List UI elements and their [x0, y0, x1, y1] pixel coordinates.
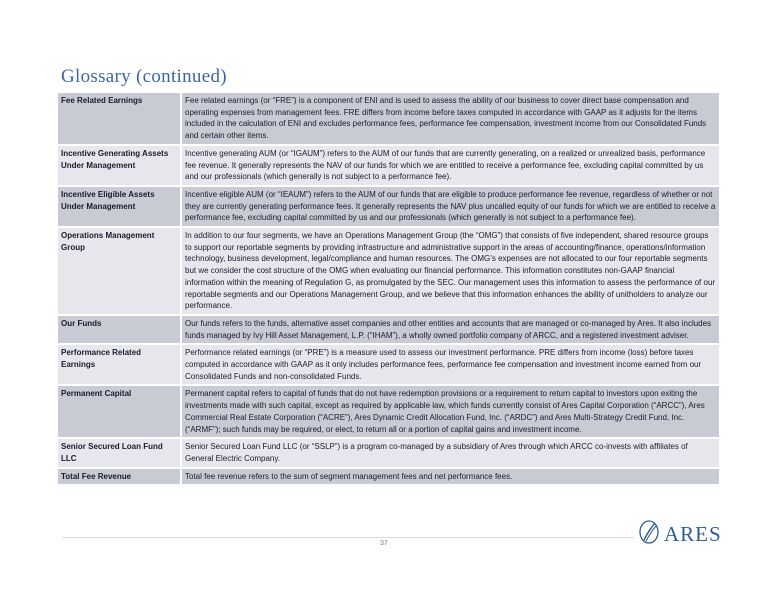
table-row	[58, 316, 719, 343]
term-cell: Our Funds	[58, 316, 180, 343]
table-row	[58, 228, 719, 314]
term-cell: Incentive Generating Assets Under Management	[58, 146, 180, 185]
ares-sail-icon	[638, 520, 660, 549]
definition-cell: Total fee revenue refers to the sum of segment management fees and net performance fees.	[182, 469, 719, 485]
table-row	[58, 439, 719, 466]
table-row	[58, 146, 719, 185]
logo-wordmark: ARES	[664, 522, 722, 546]
term-cell: Permanent Capital	[58, 386, 180, 437]
definition-cell: Incentive generating AUM (or “IGAUM”) refers to the AUM of our funds that are currently generating, on a realized or unrealized basis, performance fee revenue. It generally represents the NAV of our funds for which we are entitled to receive a performance fee, excluding capital committed by us and our professionals (which generally is not subject to a performance fee).	[182, 146, 719, 185]
glossary-table	[56, 91, 721, 486]
term-cell: Fee Related Earnings	[58, 93, 180, 144]
definition-cell: Incentive eligible AUM (or “IEAUM”) refers to the AUM of our funds that are eligible to produce performance fee revenue, regardless of whether or not they are currently generating performance fees. It generally represents the NAV plus uncalled equity of our funds for which we are entitled to receive a performance fee, excluding capital committed by us and our professionals (which generally is not subject to a performance fee).	[182, 187, 719, 226]
ares-logo	[638, 520, 722, 549]
table-row	[58, 345, 719, 384]
table-row	[58, 187, 719, 226]
term-cell: Incentive Eligible Assets Under Management	[58, 187, 180, 226]
page-title: Glossary (continued)	[61, 66, 227, 87]
table-row	[58, 469, 719, 485]
definition-cell: Permanent capital refers to capital of funds that do not have redemption provisions or a requirement to return capital to investors upon exiting the investments made with such capital, except as required by applicable law, which funds currently consist of Ares Capital Corporation (“ARCC”), Ares Commercial Real Estate Corporation (“ACRE”), Ares Dynamic Credit Allocation Fund, Inc. (“ARDC”) and Ares Multi-Strategy Credit Fund, Inc. (“ARMF”); such funds may be required, or elect, to return all or a portion of capital gains and investment income.	[182, 386, 719, 437]
definition-cell: Our funds refers to the funds, alternative asset companies and other entities and accounts that are managed or co-managed by Ares. It also includes funds managed by Ivy Hill Asset Management, L.P. (“IHAM”), a wholly owned portfolio company of ARCC, and a registered investment adviser.	[182, 316, 719, 343]
definition-cell: Performance related earnings (or “PRE”) is a measure used to assess our investment performance. PRE differs from income (loss) before taxes computed in accordance with GAAP as it only includes performance fees, performance fee compensation and investment income earned from our Consolidated Funds and non-consolidated Funds.	[182, 345, 719, 384]
definition-cell: Senior Secured Loan Fund LLC (or “SSLP”) is a program co-managed by a subsidiary of Ares through which ARCC co-invests with affiliates of General Electric Company.	[182, 439, 719, 466]
footer-divider	[62, 537, 634, 538]
term-cell: Operations Management Group	[58, 228, 180, 314]
term-cell: Total Fee Revenue	[58, 469, 180, 485]
term-cell: Senior Secured Loan Fund LLC	[58, 439, 180, 466]
table-row	[58, 386, 719, 437]
definition-cell: In addition to our four segments, we have an Operations Management Group (the “OMG”) that consists of five independent, shared resource groups to support our reportable segments by providing infrastructure and administrative support in the areas of accounting/finance, operations/information technology, business development, legal/compliance and human resources. The OMG’s expenses are not allocated to our four reportable segments but we consider the cost structure of the OMG when evaluating our financial performance. This information constitutes non-GAAP financial information within the meaning of Regulation G, as promulgated by the SEC. Our management uses this information to assess the performance of our reportable segments and our Operations Management Group, and we believe that this information enhances the ability of unitholders to analyze our performance.	[182, 228, 719, 314]
term-cell: Performance Related Earnings	[58, 345, 180, 384]
table-row	[58, 93, 719, 144]
page-number: 37	[380, 540, 388, 547]
definition-cell: Fee related earnings (or “FRE”) is a component of ENI and is used to assess the ability of our business to cover direct base compensation and operating expenses from management fees. FRE differs from income before taxes computed in accordance with GAAP as it adjusts for the items included in the calculation of ENI and excludes performance fees, performance fee compensation, investment income from our Consolidated Funds and certain other items.	[182, 93, 719, 144]
